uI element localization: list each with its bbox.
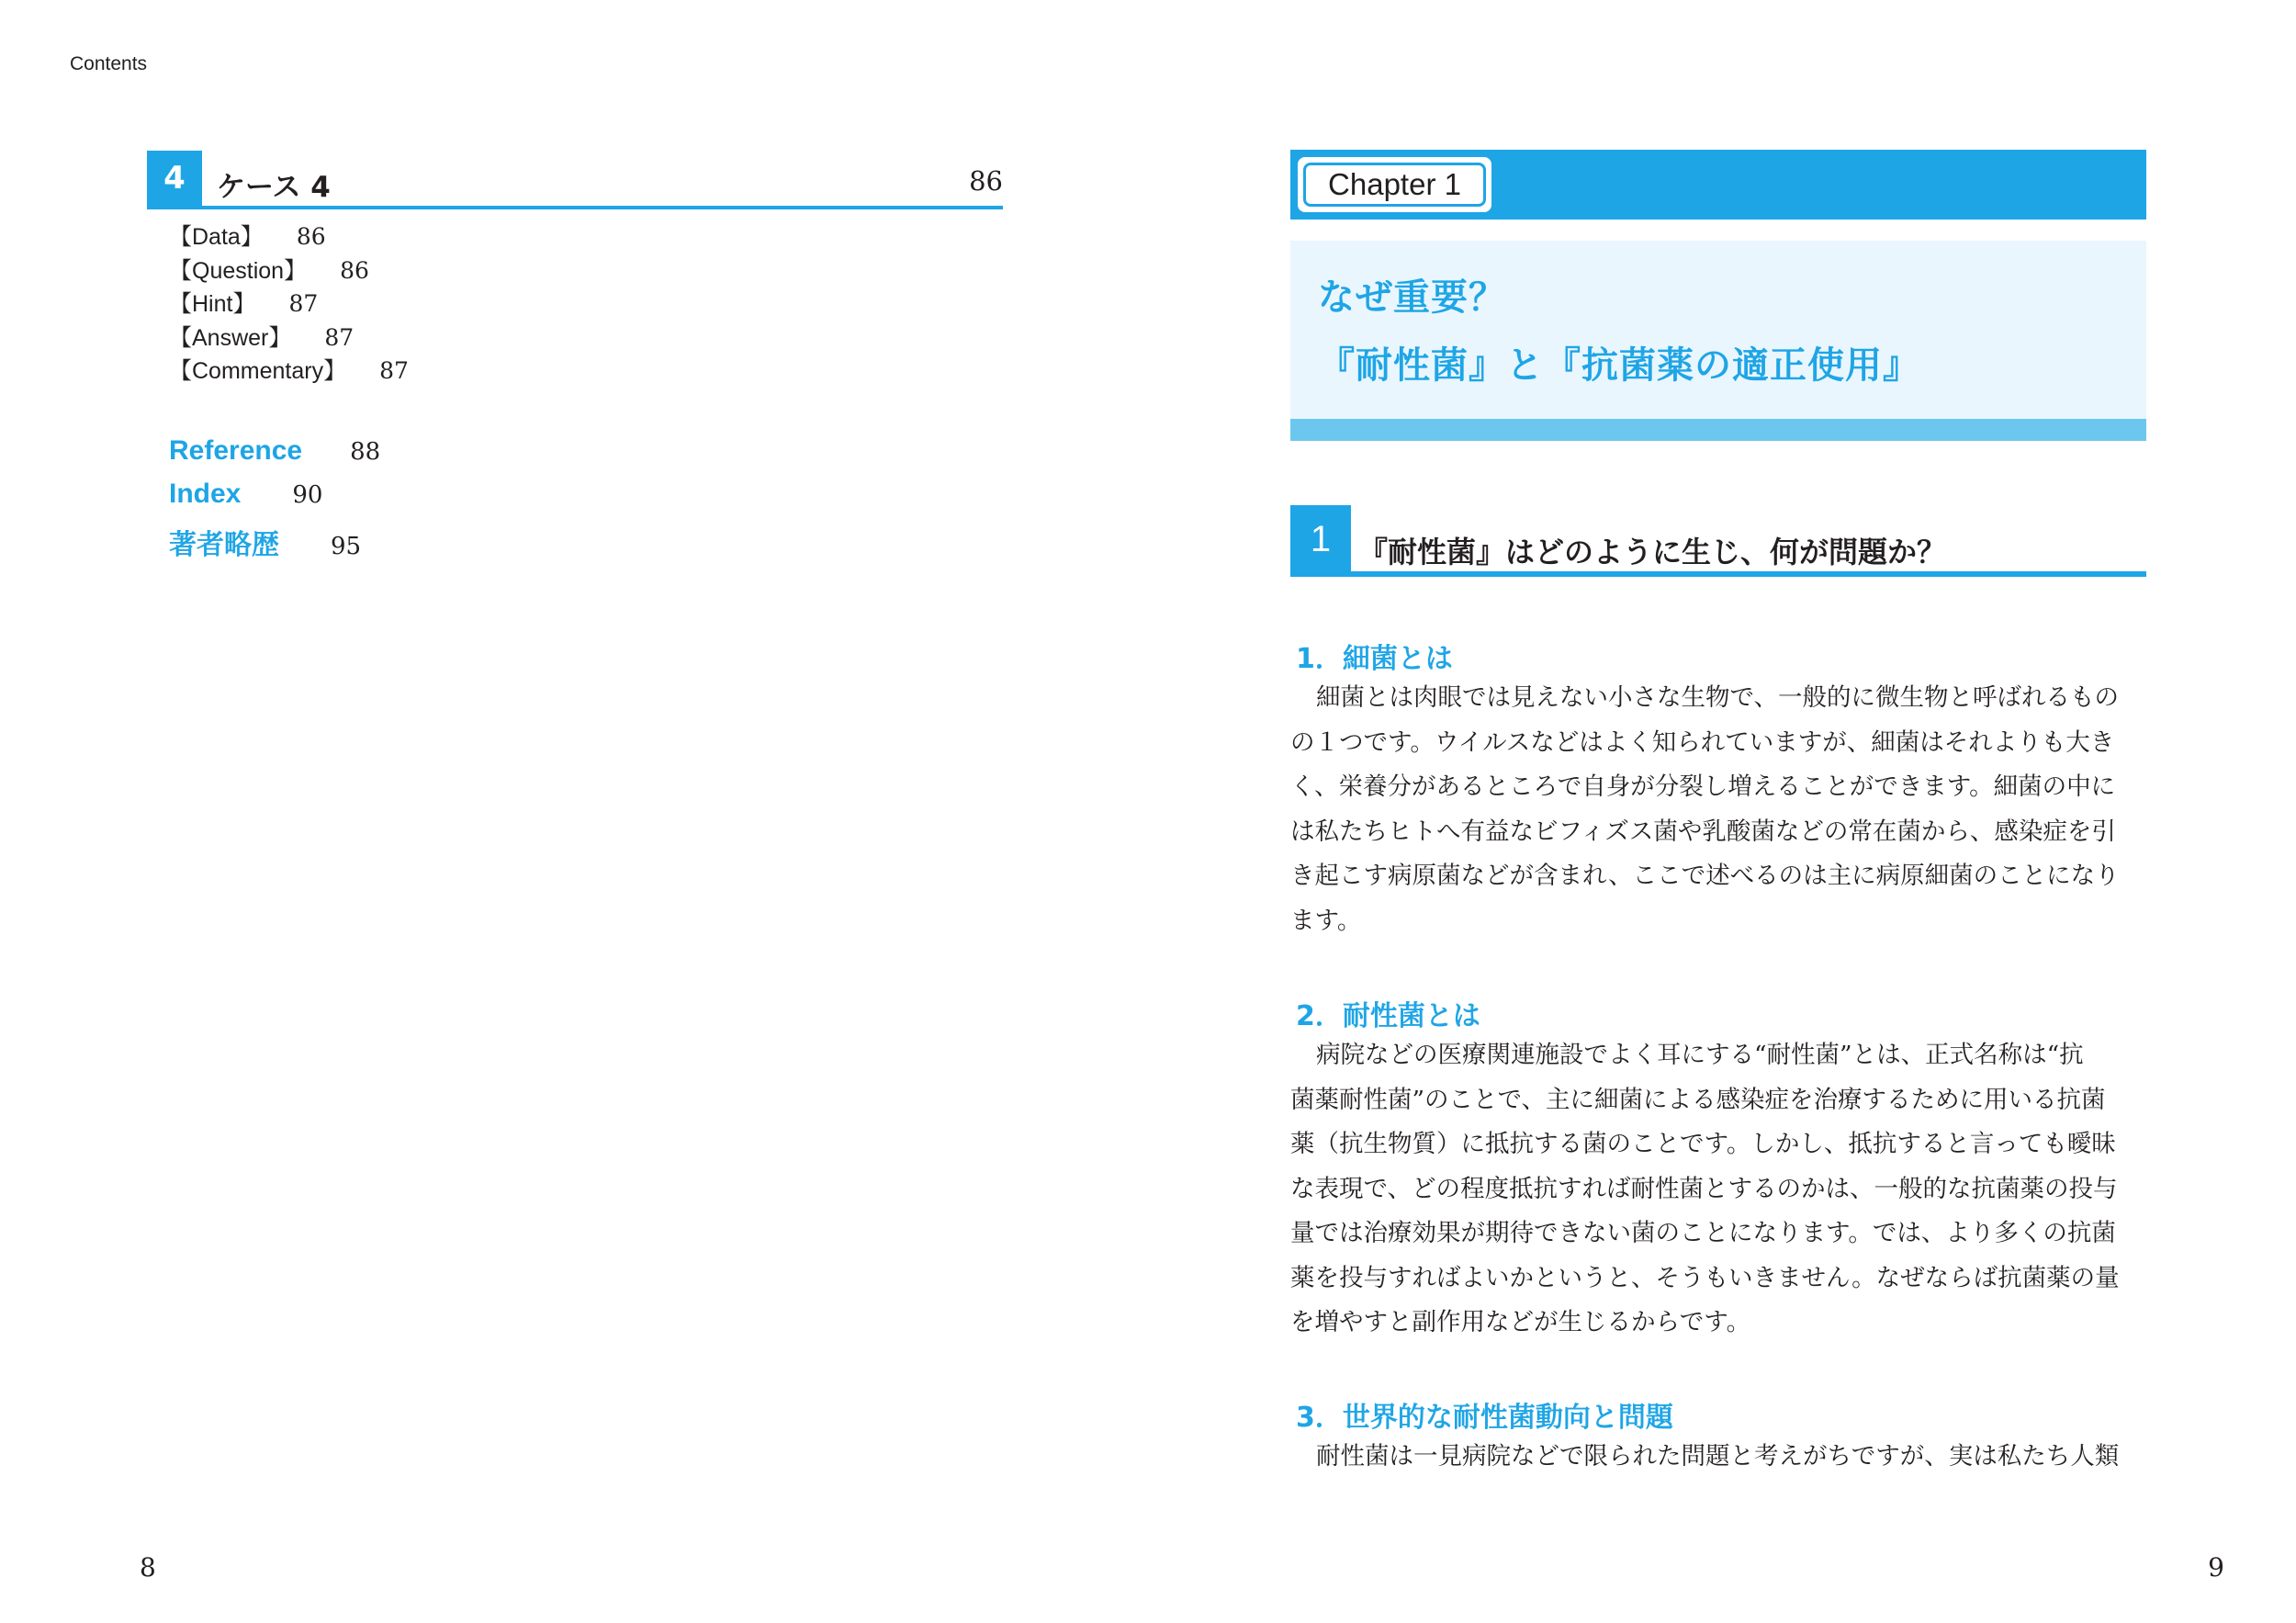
subsection-body [1290, 1033, 2146, 1346]
subsection-resistant-bacteria [1290, 993, 2146, 1346]
toc-item-index[interactable] [169, 479, 380, 522]
chapter-tab [1298, 157, 1491, 212]
toc-item-page: 90 [292, 481, 323, 509]
body-line: 量では治療効果が期待できない菌のことになります。では、より多くの抗菌 [1290, 1219, 2116, 1247]
toc-item-page: 87 [379, 357, 409, 384]
toc-item-page: 87 [288, 290, 319, 317]
chapter-title-line2: 『耐性菌』と『抗菌薬の適正使用』 [1318, 344, 1920, 387]
case-number-badge: 4 [147, 151, 202, 206]
section-title: 『耐性菌』はどのように生じ、何が問題か？ [1358, 535, 1947, 569]
body-line: 病院などの医療関連施設でよく耳にする“耐性菌”とは、正式名称は“抗 [1316, 1041, 2084, 1069]
body-line: き起こす病原菌などが含まれ、ここで述べるのは主に病原細菌のことになり [1290, 862, 2120, 890]
toc-item-label: 著者略歴 [169, 530, 279, 560]
toc-case-header[interactable] [147, 151, 1003, 209]
chapter-label: Chapter 1 [1303, 163, 1486, 207]
case-title: ケース 4 [217, 171, 331, 204]
toc-item-label: 【Answer】 [169, 324, 292, 351]
toc-item-data[interactable] [169, 220, 409, 254]
body-line: 薬（抗生物質）に抵抗する菌のことです。しかし、抵抗すると言っても曖昧 [1290, 1130, 2116, 1158]
case-page-number: 86 [969, 165, 1003, 197]
body-line: 耐性菌は一見病院などで限られた問題と考えがちですが、実は私たち人類 [1316, 1442, 2120, 1471]
toc-item-page: 86 [296, 223, 326, 250]
body-line: く、栄養分があるところで自身が分裂し増えることができます。細菌の中に [1290, 772, 2116, 801]
toc-item-hint[interactable] [169, 287, 409, 321]
toc-item-answer[interactable] [169, 321, 409, 355]
toc-item-question[interactable] [169, 254, 409, 288]
toc-item-label: Index [169, 479, 242, 509]
running-head: Contents [70, 53, 148, 74]
subsection-heading: 3．世界的な耐性菌動向と問題 [1296, 1402, 1673, 1434]
subsection-body [1290, 1435, 2146, 1480]
toc-item-author-bio[interactable] [169, 522, 380, 565]
page-number-left: 8 [140, 1552, 156, 1583]
body-line: の１つです。ウイルスなどはよく知られていますが、細菌はそれよりも大き [1290, 727, 2115, 757]
body-line: ます。 [1290, 906, 1362, 935]
toc-case-items [169, 220, 409, 389]
chapter-title-line1: なぜ重要？ [1318, 276, 1506, 319]
section-header [1290, 505, 2146, 577]
page-number-right: 9 [2208, 1552, 2224, 1583]
section-number-badge: 1 [1290, 505, 1351, 573]
body-line: 細菌とは肉眼では見えない小さな生物で、一般的に微生物と呼ばれるもの [1316, 683, 2119, 712]
case-divider [147, 206, 1003, 209]
toc-item-label: Reference [169, 435, 303, 466]
subsection-heading: 2．耐性菌とは [1296, 1000, 1480, 1032]
toc-item-page: 87 [324, 323, 355, 351]
subsection-bacteria [1290, 636, 2146, 943]
chapter-title-box [1290, 241, 2146, 441]
subsection-heading: 1．細菌とは [1296, 643, 1453, 675]
toc-item-page: 86 [340, 256, 369, 284]
chapter-title-strip [1290, 419, 2146, 441]
section-divider [1290, 571, 2146, 577]
toc-item-page: 88 [350, 438, 381, 466]
toc-item-reference[interactable] [169, 435, 380, 479]
toc-item-label: 【Hint】 [169, 291, 256, 317]
toc-item-page: 95 [331, 533, 362, 560]
toc-item-label: 【Data】 [169, 224, 264, 250]
toc-item-commentary[interactable] [169, 355, 409, 389]
toc-item-label: 【Question】 [169, 257, 308, 284]
body-line: を増やすと副作用などが生じるからです。 [1290, 1308, 1751, 1336]
toc-main-items [169, 435, 380, 565]
right-page [1148, 0, 2296, 1623]
body-line: 薬を投与すればよいかというと、そうもいきません。なぜならば抗菌薬の量 [1290, 1263, 2120, 1292]
toc-item-label: 【Commentary】 [169, 358, 347, 384]
subsection-body [1290, 676, 2146, 943]
body-line: は私たちヒトへ有益なビフィズス菌や乳酸菌などの常在菌から、感染症を引 [1290, 817, 2116, 846]
subsection-global-trends [1290, 1394, 2146, 1480]
chapter-band [1290, 150, 2146, 220]
body-line: 菌薬耐性菌”のことで、主に細菌による感染症を治療するために用いる抗菌 [1290, 1085, 2106, 1114]
body-line: な表現で、どの程度抵抗すれば耐性菌とするのかは、一般的な抗菌薬の投与 [1290, 1174, 2118, 1203]
